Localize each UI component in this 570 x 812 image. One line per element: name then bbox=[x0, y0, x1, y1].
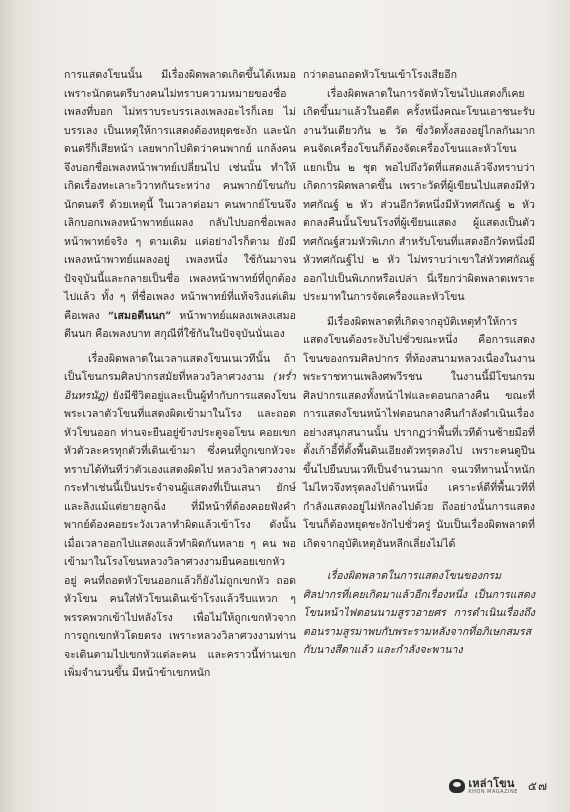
right-column bbox=[303, 66, 535, 660]
page-number: ๕๗ bbox=[527, 778, 548, 793]
logo-text: เหล่าโขน bbox=[468, 776, 515, 790]
paragraph-text-end: หน้าพาทย์แผลงเพลงเสมอตีนนก คือเพลงบาท สกุณีที่ใช้กันในปัจจุบันนั่นเอง bbox=[64, 309, 297, 340]
paragraph-1 bbox=[64, 66, 296, 344]
paragraph-text: การแสดงโขนนั้น มีเรื่องผิดพลาดเกิดขึ้นได้เหมอ เพราะนักดนตรีบางคนไม่ทราบความหมายของชื่อ เพลงที่บอก ไม่ทราบระบรรเลงเพลงอะไรก็เลย ไม่บรรเลง เป็นเหตุให้การแสดงต้องหยุดชะงัก และนักดนตรีก็เสียหน้า เลยพากไปติดว่าคนพากย์ แกล้งคน จึงบอกชื่อเพลงหน้าพาทย์เปลี่ยนไป เช่นนั้น ทำให้เกิดเรื่องทะเลาะวิวาทกันระหว่าง คนพากย์โขนกับนักดนตรี ด้วยเหตุนี้ ในเวลาต่อมา คนพากย์โขนจึงเลิกบอกเพลงหน้าพาทย์แผลง กลับไปบอกชื่อเพลงหน้าพาทย์จริง ๆ ตามเดิม แต่อย่างไรก็ตาม ยังมีเพลงหน้าพาทย์แผลงอยู่ เพลงหนึ่ง ใช้กันมาจนปัจจุบันนี้และกลายเป็นชื่อ เพลงหน้าพาทย์ที่ถูกต้องไปแล้ว ทั้ง ๆ ที่ชื่อเพลง หน้าพาทย์ที่แท้จริงแต่เดิมคือเพลง bbox=[64, 69, 296, 322]
paragraph-text-rest: ยังมีชีวิตอยู่และเป็นผู้ทำกับการแสดงโขน พระเวลาตัวโขนที่แสดงผิดเข้ามาในโรง และถอดหัวโขนออก ท่านจะยืนอยู่ข้างประตูจอโขน คอยเขกหัวตัวละครทุกตัวที่เดินเข้ามา ซึ่งคนที่ถูกเขกหัวจะทราบได้ทันทีว่าตัวเองแสดงผิดไป หลวงวิลาศวงงามกระทำเช่นนี้เป็นประจำจนผู้แสดงที่เป็นเสนา ยักษ์และลิงแม้แต่ยายลูกฉิ่ง ที่มีหน้าที่ต้องคอยฟังคำพากย์ต้องคอยระวังเวลาทำผิดแล้วเข้าโรง ดังนั้น เมื่อเวลาออกไปแสดงแล้วทำผิดกันหลาย ๆ คน พอเข้ามาในโรงโขนหลวงวิลาศวงงามยืนคอยเขกหัวอยู่ คนที่ถอดหัวโขนออกแล้วก็ยังไม่ถูกเขกหัว ถอดหัวโขน คนใส่หัวโขนเดินเข้าโรงแล้วรีบแหวก ๆ พรรคพวกเข้าไปหลังโรง เพื่อไม่ให้ถูกเขกหัวจากการถูกเขกหัวโดยตรง เพราะหลวงวิลาศวงงามท่านจะเดินตามไปเขกหัวแต่ละคน และคราวนี้ท่านเขกเพิ่มจำนวนขึ้น มีหน้าข้าเขกหนัก bbox=[64, 389, 296, 679]
paragraph-2 bbox=[64, 350, 296, 683]
magazine-logo bbox=[449, 778, 518, 795]
paragraph-text: เรื่องผิดพลาดในเวลาแสดงโขนเนเวทีนั้น ถ้าเป็นโขนกรมศิลปากรสมัยที่หลวงวิลาศวงงาม bbox=[64, 352, 296, 383]
paragraph-1: เรื่องผิดพลาดในการจัดหัวโขนไปแสดงก็เคยเกิดขึ้นมาแล้วในอดีต ครั้งหนึ่งคณะโขนเอาชนะรับงานวันเดียวกัน ๒ วัด ซึ่งวัดทั้งสองอยู่ไกลกันมาก คนจัดเครื่องโขนก็ต้องจัดเครื่องโขนและหัวโขนแยกเป็น ๒ ชุด พอไปถึงวัดที่แสดงแล้วจึงทราบว่าเกิดการผิดพลาดขึ้น เพราะวัดที่ผู้เขียนไปแสดงมีหัวทศกัณฐ์ ๒ หัว ส่วนอีกวัดหนึ่งมีหัวทศกัณฐ์ ๒ หัว ตกลงคืนนั้นโขนโรงที่ผู้เขียนแสดง ผู้แสดงเป็นตัวทศกัณฐ์สวมหัวพิเภก สำหรับโขนที่แสดงอีกวัดหนึ่งมีหัวทศกัณฐ์ไป ๒ หัว ไม่ทราบว่าเขาใส่หัวทศกัณฐ์ออกไปเป็นพิเภกหรือเปล่า นี่เรียกว่าผิดพลาดเพราะประมาทในการจัดเครื่องและหัวโขน bbox=[303, 87, 535, 303]
logo-mark-icon bbox=[449, 779, 465, 793]
paragraph-3: เรื่องผิดพลาดในการแสดงโขนของกรมศิลปากรที่เคยเกิดมาแล้วอีกเรื่องหนึ่ง เป็นการแสดงโขนหน้าไฟตอนนามสูรวอายศร การดำเนินเรื่องถึงตอนรามสูรมาพบกับพระรามหลังจากที่อภิเษกสมรสกับนางสีดาแล้ว และกำลังจะพานาง bbox=[303, 570, 535, 656]
page-footer bbox=[449, 774, 548, 798]
paragraph-2: มีเรื่องผิดพลาดที่เกิดจากอุบัติเหตุทำให้การแสดงโขนต้องระงับไปชั่วขณะหนึ่ง คือการแสดงโขนของกรมศิลปากร ที่ท้องสนามหลวงเนื่องในงานพระราชทานเพลิงศพวีรชน ในงานนี้มีโขนกรมศิลปากรแสดงทั้งหน้าไฟและตอนกลางคืน ขณะที่การแสดงโขนหน้าไฟตอนกลางคืนกำลังดำเนินเรื่องอย่างสนุกสนานนั้น ปรากฏว่าพื้นที่เวทีด้านซ้ายมือที่ตั้งเก้าอี้ที่ตั้งพื้นดินเอียงตัวทรุดลงไป เพราะคนดูปีนขึ้นไปยืนบนเวทีเป็นจำนวนมาก จนเวทีทานน้ำหนักไม่ไหวจึงทรุดลงไปด้านหนึ่ง เคราะห์ดีที่พื้นเวทีที่กำลังแสดงอยู่ไม่หักลงไปด้วย ถึงอย่างนั้นการแสดงโขนก็ต้องหยุดชะงักไปชั่วครู่ นับเป็นเรื่องผิดพลาดที่เกิดจากอุบัติเหตุอันหลีกเลี่ยงไม่ได้ bbox=[303, 315, 535, 550]
person-name-italic: (หร่ำ อินทรนัฏ) bbox=[64, 371, 296, 402]
logo-subtext: KHON MAGAZINE bbox=[468, 788, 518, 795]
left-column bbox=[64, 66, 296, 683]
song-name-bold: “เสมอตีนนก” bbox=[107, 309, 172, 322]
paragraph-continued: กว่าตอนถอดหัวโขนเข้าโรงเสียอีก bbox=[303, 69, 457, 81]
